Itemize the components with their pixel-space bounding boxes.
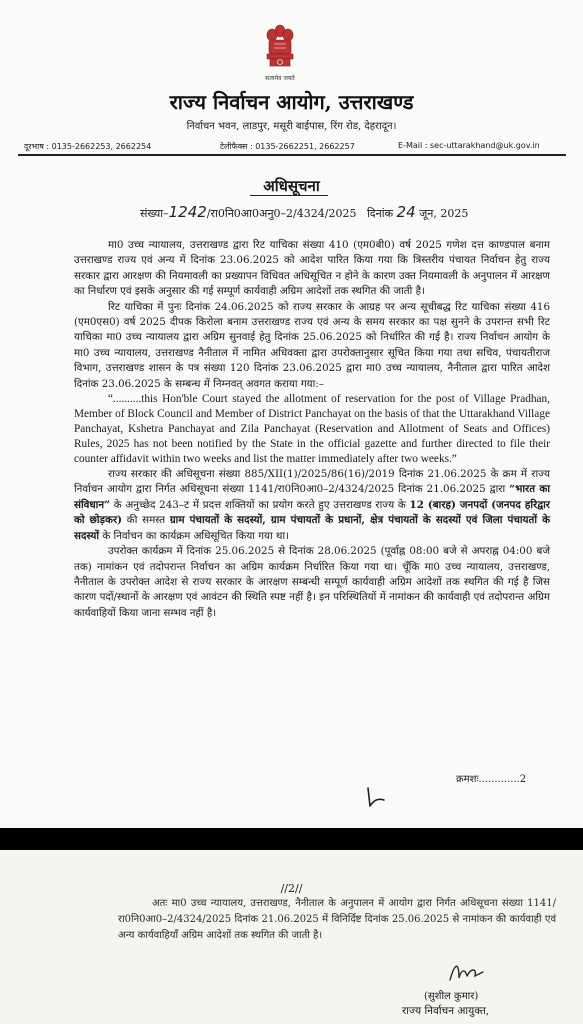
para3-text-e: की समस्त	[122, 514, 170, 527]
email-address: E-Mail : sec-uttarakhand@uk.gov.in	[398, 141, 540, 150]
para3-text-c: के अनुच्छेद 243–ट में प्रदत्त शक्तियों का प्रयोग करते हुए उत्तराखण्ड राज्य के	[110, 498, 410, 511]
national-emblem-icon	[262, 22, 298, 74]
ref-number: 1242	[168, 203, 207, 221]
office-address: निर्वाचन भवन, लाडपुर, मसूरी बाईपास, रिंग रोड, देहरादून।	[186, 121, 397, 132]
paragraph-2: रिट याचिका में पुनः दिनांक 24.06.2025 को राज्य सरकार के आग्रह पर अन्य सूचीबद्ध रिट याचिका संख्या 416 (एम0एस0) वर्ष 2025 दीपक किरोला बनाम उत्तराखण्ड राज्य एवं अन्य के समय सरकार का पक्ष सुनने के उपरान्त सभी रिट याचिका मा0 उच्च न्यायालय द्वारा अग्रिम सुनवाई हेतु दिनांक 25.06.2025 को निर्धारित की गई है। राज्य निर्वाचन आयोग के मा0 उच्च न्यायालय, उत्तराखण्ड नैनीताल में नामित अधिवक्ता द्वारा उपरोक्तानुसार सूचित किया गया तथा सचिव, पंचायतीराज विभाग, उत्तराखण्ड शासन के पत्र संख्या 120 दिनांक 23.06.2025 द्वारा मा0 उच्च न्यायालय, नैनीताल द्वारा पारित आदेश दिनांक 23.06.2025 के सम्बन्ध में निम्नवत् अवगत कराया गया:–	[74, 300, 550, 390]
header-divider	[18, 154, 566, 156]
reference-line	[140, 203, 468, 221]
constitution-ref: “भारत का संविधान”	[74, 483, 550, 511]
ref-prefix: संख्या–	[140, 207, 169, 220]
para3-text-a: राज्य सरकार की अधिसूचना संख्या 885/XII(1)/2025/86(16)/2019 दिनांक 21.06.2025 के क्रम में राज्य निर्वाचन आयोग द्वारा निर्गत अधिसूचना संख्या 1141/रा0नि0आ0–2/4324/2025 दिनांक 21.06.2025 द्वारा	[74, 468, 550, 496]
signatory-name: (सुशील कुमार)	[424, 991, 479, 1002]
date-day: 24	[396, 203, 416, 221]
signature-initials-icon	[362, 786, 388, 810]
commission-name: राज्य निर्वाचन आयोग, उत्तराखण्ड	[169, 90, 414, 114]
continued-marker: क्रमशः.............2	[456, 774, 527, 785]
signatory-title: राज्य निर्वाचन आयुक्त,	[402, 1005, 490, 1017]
title-underline	[250, 195, 328, 196]
court-quote	[74, 392, 550, 467]
emblem-motto: सत्यमेव जयते	[265, 75, 295, 82]
notice-title: अधिसूचना	[263, 177, 320, 195]
page-2-body	[118, 896, 556, 944]
notice-body	[74, 238, 550, 621]
posts-ref: ग्राम पंचायतों के सदस्यों, ग्राम पंचायतों के प्रधानों, क्षेत्र पंचायतों के सदस्यों एवं जिला पंचायतों के सदस्यों	[74, 514, 551, 542]
paragraph-1: मा0 उच्च न्यायालय, उत्तराखण्ड द्वारा रिट याचिका संख्या 410 (एम0बी0) वर्ष 2025 गणेश दत्त काण्डपाल बनाम उत्तराखण्ड राज्य एवं अन्य में दिनांक 23.06.2025 को आदेश पारित किया गया कि त्रिस्तरीय पंचायत निर्वाचन हेतु राज्य सरकार द्वारा आरक्षण की नियमावली का प्रख्यापन विधिवत अधिसूचित न होने के कारण उक्त नियमावली के अनुपालन में आरक्षण का निर्धारण एवं इसके अनुसार की गई सम्पूर्ण कार्यवाही अग्रिम आदेशों तक स्थगित की जाती है।	[74, 239, 550, 298]
signature-icon	[447, 958, 487, 986]
para3-text-g: के निर्वाचन का कार्यक्रम अधिसूचित किया गया था।	[99, 529, 290, 542]
date-prefix: दिनांक	[366, 207, 394, 220]
paragraph-4: उपरोक्त कार्यक्रम में दिनांक 25.06.2025 से दिनांक 28.06.2025 (पूर्वाह्न 08:00 बजे से अपराह्न 04:00 बजे तक) नामांकन एवं तदोपरान्त निर्वाचन का अग्रिम कार्यक्रम निर्धारित किया गया था। चूँकि मा0 उच्च न्यायालय, उत्तराखण्ड, नैनीताल के उपरोक्त आदेश से राज्य सरकार के आरक्षण सम्बन्धी सम्पूर्ण कार्यवाही अग्रिम आदेशों तक स्थगित की गई है जिस कारण पदों/स्थानों के आरक्षण एवं आवंटन की स्थिति स्पष्ट नहीं है। इन परिस्थितियों में नामांकन की कार्यवाही एवं तदोपरान्त अग्रिम कार्यवाहियों किया जाना सम्भव नहीं है।	[74, 545, 550, 619]
ref-suffix: /रा0नि0आ0अनु0–2/4324/2025	[206, 207, 357, 220]
fax-number: टेलीफैक्स : 0135-2662251, 2662257	[220, 142, 355, 151]
court-quote-text: “..........this Hon'ble Court stayed the allotment of reservation for the post of Village Pradhan, Member of Block Council and Member of District Panchayat on the basis of that the Uttarakhand Village Panchayat, Kshetra Panchayat and Zila Panchayat (Reservation and Allotment of Seats and Offices) Rules, 2025 has not been notified by the State in the official gazette and further directed to file their counter affidavit within two weeks and list the matter immediately after two weeks.”	[74, 393, 550, 466]
paragraph-3	[74, 467, 550, 544]
phone-number: दूरभाष : 0135-2662253, 2662254	[24, 142, 152, 151]
page-2-paragraph: अतः मा0 उच्च न्यायालय, उत्तराखण्ड, नैनीताल के अनुपालन में आयोग द्वारा निर्गत अधिसूचना संख्या 1141/रा0नि0आ0–2/4324/2025 दिनांक 21.06.2025 में विनिर्दिष्ट दिनांक 25.06.2025 से नामांकन की कार्यवाही एवं अन्य कार्यवाहियाँ अग्रिम आदेशों तक स्थगित की जाती है।	[118, 898, 556, 941]
districts-ref: 12 (बारह) जनपदों (जनपद हरिद्वार को छोड़कर)	[74, 498, 551, 527]
page-number: //2//	[280, 882, 303, 895]
date-rest: जून, 2025	[419, 207, 469, 220]
page-separator	[0, 828, 583, 850]
